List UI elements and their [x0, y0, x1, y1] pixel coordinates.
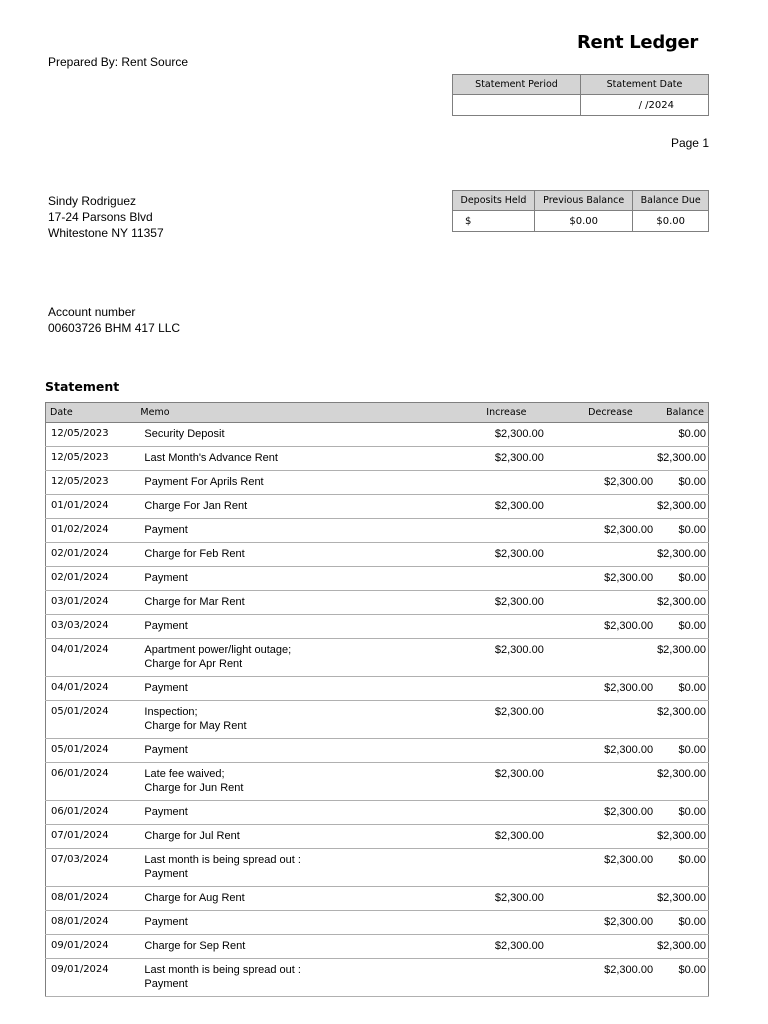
statement-period-table	[452, 74, 709, 116]
table-row	[46, 423, 709, 447]
row-memo	[136, 849, 445, 887]
previous-balance-value: $0.00	[534, 211, 632, 232]
row-balance: $0.00	[653, 471, 708, 495]
row-date: 08/01/2024	[46, 887, 137, 911]
row-balance: $2,300.00	[653, 591, 708, 615]
row-decrease	[568, 447, 653, 471]
page-title: Rent Ledger	[577, 32, 698, 53]
table-row	[46, 887, 709, 911]
row-date: 01/01/2024	[46, 495, 137, 519]
table-row	[46, 911, 709, 935]
row-memo	[136, 591, 445, 615]
row-memo	[136, 615, 445, 639]
row-balance: $0.00	[653, 849, 708, 887]
row-date: 12/05/2023	[46, 447, 137, 471]
row-memo	[136, 935, 445, 959]
statement-table	[45, 402, 709, 997]
table-row	[46, 739, 709, 763]
row-increase	[445, 677, 568, 701]
row-increase: $2,300.00	[445, 825, 568, 849]
table-row	[46, 825, 709, 849]
statement-rows	[46, 423, 709, 997]
row-date: 07/01/2024	[46, 825, 137, 849]
row-memo-line: Apartment power/light outage;	[144, 644, 292, 656]
balance-due-value: $0.00	[633, 211, 709, 232]
row-balance: $0.00	[653, 677, 708, 701]
row-memo	[136, 739, 445, 763]
row-increase: $2,300.00	[445, 639, 568, 677]
row-date: 05/01/2024	[46, 701, 137, 739]
deposits-held-header: Deposits Held	[453, 191, 535, 211]
row-memo-line: Charge for Feb Rent	[144, 548, 245, 560]
table-row	[46, 543, 709, 567]
row-increase: $2,300.00	[445, 887, 568, 911]
row-date: 09/01/2024	[46, 959, 137, 997]
table-row	[46, 567, 709, 591]
row-memo-line: Security Deposit	[144, 428, 225, 440]
row-memo-line: Last month is being spread out :	[144, 964, 301, 976]
row-increase: $2,300.00	[445, 423, 568, 447]
table-row	[46, 495, 709, 519]
row-decrease	[568, 763, 653, 801]
row-memo-line: Payment	[144, 620, 188, 632]
row-memo-line: Charge for Mar Rent	[144, 596, 245, 608]
row-date: 08/01/2024	[46, 911, 137, 935]
row-decrease: $2,300.00	[568, 911, 653, 935]
row-memo	[136, 543, 445, 567]
column-memo: Memo	[136, 403, 445, 423]
tenant-address	[48, 193, 164, 241]
row-date: 05/01/2024	[46, 739, 137, 763]
row-increase: $2,300.00	[445, 935, 568, 959]
row-balance: $2,300.00	[653, 447, 708, 471]
row-date: 06/01/2024	[46, 801, 137, 825]
column-balance: Balance	[653, 403, 708, 423]
row-decrease	[568, 935, 653, 959]
row-decrease	[568, 825, 653, 849]
row-balance: $0.00	[653, 423, 708, 447]
row-memo-line: Late fee waived;	[144, 768, 225, 780]
statement-heading: Statement	[45, 379, 120, 394]
row-balance: $2,300.00	[653, 639, 708, 677]
row-date: 12/05/2023	[46, 471, 137, 495]
table-row	[46, 701, 709, 739]
statement-date-header: Statement Date	[581, 75, 709, 95]
row-memo	[136, 887, 445, 911]
row-balance: $2,300.00	[653, 701, 708, 739]
row-balance: $0.00	[653, 959, 708, 997]
table-row	[46, 801, 709, 825]
tenant-street: 17-24 Parsons Blvd	[48, 210, 153, 224]
table-row	[46, 639, 709, 677]
row-balance: $0.00	[653, 911, 708, 935]
row-balance: $2,300.00	[653, 763, 708, 801]
row-balance: $2,300.00	[653, 935, 708, 959]
row-increase: $2,300.00	[445, 591, 568, 615]
row-memo-line: Payment	[144, 978, 188, 990]
row-increase	[445, 911, 568, 935]
row-memo	[136, 959, 445, 997]
row-decrease: $2,300.00	[568, 519, 653, 543]
balance-summary-table	[452, 190, 709, 232]
row-increase	[445, 801, 568, 825]
row-increase: $2,300.00	[445, 543, 568, 567]
tenant-city: Whitestone NY 11357	[48, 226, 164, 240]
row-memo-line: Payment	[144, 682, 188, 694]
column-date: Date	[46, 403, 137, 423]
row-decrease	[568, 887, 653, 911]
account-label: Account number	[48, 305, 136, 319]
row-memo-line: Charge For Jan Rent	[144, 500, 248, 512]
row-date: 04/01/2024	[46, 677, 137, 701]
row-memo-line: Last Month's Advance Rent	[144, 452, 278, 464]
column-decrease: Decrease	[568, 403, 653, 423]
table-row	[46, 677, 709, 701]
statement-date-value: / /2024	[581, 95, 709, 116]
row-increase	[445, 959, 568, 997]
row-decrease	[568, 423, 653, 447]
previous-balance-header: Previous Balance	[534, 191, 632, 211]
row-balance: $2,300.00	[653, 495, 708, 519]
row-increase	[445, 739, 568, 763]
row-memo	[136, 911, 445, 935]
balance-due-header: Balance Due	[633, 191, 709, 211]
table-row	[46, 471, 709, 495]
row-balance: $0.00	[653, 519, 708, 543]
table-row	[46, 935, 709, 959]
row-balance: $2,300.00	[653, 543, 708, 567]
statement-period-value	[453, 95, 581, 116]
row-decrease: $2,300.00	[568, 615, 653, 639]
table-row	[46, 447, 709, 471]
column-increase: Increase	[445, 403, 568, 423]
row-memo-line: Charge for Aug Rent	[144, 892, 245, 904]
row-date: 12/05/2023	[46, 423, 137, 447]
prepared-by: Prepared By: Rent Source	[48, 55, 189, 69]
row-memo	[136, 801, 445, 825]
row-balance: $0.00	[653, 801, 708, 825]
row-date: 02/01/2024	[46, 543, 137, 567]
row-decrease: $2,300.00	[568, 849, 653, 887]
table-row	[46, 763, 709, 801]
row-date: 04/01/2024	[46, 639, 137, 677]
account-number: 00603726 BHM 417 LLC	[48, 321, 181, 335]
row-memo-line: Payment	[144, 744, 188, 756]
row-memo	[136, 447, 445, 471]
row-memo-line: Last month is being spread out :	[144, 854, 301, 866]
account-block	[48, 304, 180, 336]
row-memo-line: Charge for Jul Rent	[144, 830, 240, 842]
row-date: 01/02/2024	[46, 519, 137, 543]
row-memo-line: Charge for Sep Rent	[144, 940, 246, 952]
table-row	[46, 615, 709, 639]
page-number: Page 1	[670, 136, 709, 150]
row-decrease	[568, 591, 653, 615]
row-memo-line: Charge for Apr Rent	[144, 658, 243, 670]
row-memo-line: Payment For Aprils Rent	[144, 476, 264, 488]
table-row	[46, 849, 709, 887]
row-decrease	[568, 701, 653, 739]
row-memo-line: Payment	[144, 916, 188, 928]
row-memo	[136, 471, 445, 495]
row-memo-line: Payment	[144, 524, 188, 536]
row-increase: $2,300.00	[445, 701, 568, 739]
row-decrease: $2,300.00	[568, 801, 653, 825]
row-increase	[445, 615, 568, 639]
row-decrease	[568, 543, 653, 567]
row-memo-line: Payment	[144, 868, 188, 880]
row-memo-line: Charge for Jun Rent	[144, 782, 244, 794]
row-memo-line: Payment	[144, 806, 188, 818]
row-date: 07/03/2024	[46, 849, 137, 887]
row-memo	[136, 701, 445, 739]
row-decrease: $2,300.00	[568, 959, 653, 997]
row-decrease: $2,300.00	[568, 567, 653, 591]
row-memo	[136, 639, 445, 677]
tenant-name: Sindy Rodriguez	[48, 194, 137, 208]
row-date: 06/01/2024	[46, 763, 137, 801]
row-decrease	[568, 495, 653, 519]
row-increase: $2,300.00	[445, 495, 568, 519]
table-row	[46, 591, 709, 615]
row-date: 09/01/2024	[46, 935, 137, 959]
row-memo	[136, 423, 445, 447]
row-memo-line: Charge for May Rent	[144, 720, 247, 732]
row-date: 03/01/2024	[46, 591, 137, 615]
row-decrease	[568, 639, 653, 677]
row-decrease: $2,300.00	[568, 677, 653, 701]
row-balance: $2,300.00	[653, 825, 708, 849]
row-increase: $2,300.00	[445, 763, 568, 801]
row-increase: $2,300.00	[445, 447, 568, 471]
row-balance: $0.00	[653, 567, 708, 591]
row-decrease: $2,300.00	[568, 471, 653, 495]
row-balance: $0.00	[653, 739, 708, 763]
table-row	[46, 959, 709, 997]
deposits-held-value: $	[453, 211, 535, 232]
row-memo-line: Inspection;	[144, 706, 198, 718]
row-increase	[445, 849, 568, 887]
statement-period-header: Statement Period	[453, 75, 581, 95]
row-memo-line: Payment	[144, 572, 188, 584]
row-balance: $0.00	[653, 615, 708, 639]
row-increase	[445, 519, 568, 543]
row-increase	[445, 567, 568, 591]
row-decrease: $2,300.00	[568, 739, 653, 763]
row-memo	[136, 763, 445, 801]
row-memo	[136, 495, 445, 519]
row-increase	[445, 471, 568, 495]
table-row	[46, 519, 709, 543]
row-date: 02/01/2024	[46, 567, 137, 591]
row-memo	[136, 825, 445, 849]
row-date: 03/03/2024	[46, 615, 137, 639]
row-memo	[136, 519, 445, 543]
statement-header-row	[46, 403, 709, 423]
row-balance: $2,300.00	[653, 887, 708, 911]
row-memo	[136, 677, 445, 701]
row-memo	[136, 567, 445, 591]
